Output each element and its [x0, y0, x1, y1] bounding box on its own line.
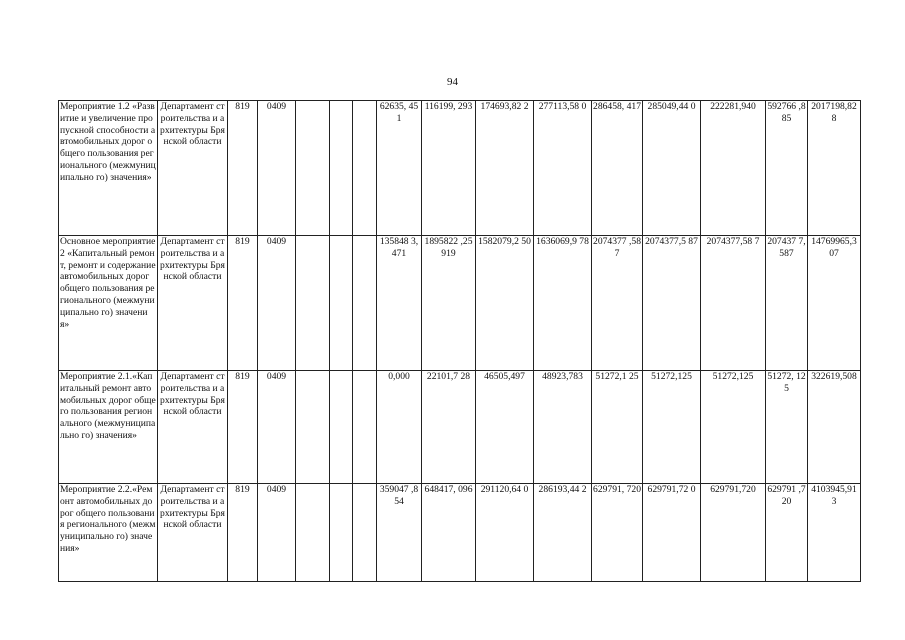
- section-code-cell: 0409: [258, 484, 296, 582]
- measure-name-cell: Мероприятие 1.2 «Развитие и увеличение пропускной способности автомобильных дорог общего пользования регионального (межмуниципально го) значения»: [59, 101, 158, 236]
- empty-cell: [296, 236, 330, 371]
- empty-cell: [330, 484, 353, 582]
- value-cell: 629791,72 0: [643, 484, 701, 582]
- department-cell: Департамент строительства и архитектуры Брянской области: [158, 371, 228, 484]
- empty-cell: [353, 101, 377, 236]
- value-cell: 1582079,2 50: [476, 236, 534, 371]
- value-cell: 592766 ,885: [766, 101, 808, 236]
- grbs-code-cell: 819: [228, 101, 258, 236]
- empty-cell: [296, 371, 330, 484]
- table-row: [59, 371, 861, 484]
- value-cell: 2074377 ,587: [592, 236, 643, 371]
- value-cell: 51272,1 25: [592, 371, 643, 484]
- empty-cell: [330, 101, 353, 236]
- measure-name-cell: Основное мероприятие 2 «Капитальный ремонт, ремонт и содержание автомобильных дорог общего пользования регионального (межмуниципально го) значения»: [59, 236, 158, 371]
- empty-cell: [296, 484, 330, 582]
- empty-cell: [353, 236, 377, 371]
- value-cell: 291120,64 0: [476, 484, 534, 582]
- value-cell: 116199, 293: [422, 101, 476, 236]
- section-code-cell: 0409: [258, 101, 296, 236]
- measure-name-cell: Мероприятие 2.1.«Капитальный ремонт автомобильных дорог общего пользования регионального (межмуниципально го) значения»: [59, 371, 158, 484]
- value-cell: 359047 ,854: [377, 484, 422, 582]
- value-cell: 1636069,9 78: [534, 236, 592, 371]
- department-cell: Департамент строительства и архитектуры Брянской области: [158, 484, 228, 582]
- grbs-code-cell: 819: [228, 236, 258, 371]
- value-cell: 51272,125: [701, 371, 766, 484]
- table-row: [59, 101, 861, 236]
- value-cell: 2017198,82 8: [808, 101, 861, 236]
- value-cell: 286193,44 2: [534, 484, 592, 582]
- grbs-code-cell: 819: [228, 371, 258, 484]
- page-number: 94: [447, 76, 458, 88]
- value-cell: 1895822 ,25919: [422, 236, 476, 371]
- table-row: [59, 484, 861, 582]
- section-code-cell: 0409: [258, 236, 296, 371]
- value-cell: 4103945,91 3: [808, 484, 861, 582]
- value-cell: 2074377,58 7: [701, 236, 766, 371]
- value-cell: 277113,58 0: [534, 101, 592, 236]
- value-cell: 629791 ,720: [766, 484, 808, 582]
- budget-table: [58, 100, 861, 582]
- value-cell: 62635, 451: [377, 101, 422, 236]
- value-cell: 0,000: [377, 371, 422, 484]
- value-cell: 135848 3,471: [377, 236, 422, 371]
- value-cell: 51272,125: [643, 371, 701, 484]
- value-cell: 322619,508: [808, 371, 861, 484]
- value-cell: 174693,82 2: [476, 101, 534, 236]
- table-body: [59, 101, 861, 582]
- measure-name-cell: Мероприятие 2.2.«Ремонт автомобильных дорог общего пользования регионального (межмуниципально го) значения»: [59, 484, 158, 582]
- empty-cell: [353, 484, 377, 582]
- value-cell: 51272, 125: [766, 371, 808, 484]
- department-cell: Департамент строительства и архитектуры Брянской области: [158, 236, 228, 371]
- empty-cell: [296, 101, 330, 236]
- value-cell: 222281,940: [701, 101, 766, 236]
- empty-cell: [353, 371, 377, 484]
- section-code-cell: 0409: [258, 371, 296, 484]
- value-cell: 48923,783: [534, 371, 592, 484]
- department-cell: Департамент строительства и архитектуры Брянской области: [158, 101, 228, 236]
- empty-cell: [330, 236, 353, 371]
- value-cell: 207437 7,587: [766, 236, 808, 371]
- value-cell: 629791,720: [701, 484, 766, 582]
- grbs-code-cell: 819: [228, 484, 258, 582]
- value-cell: 286458, 417: [592, 101, 643, 236]
- empty-cell: [330, 371, 353, 484]
- value-cell: 2074377,5 87: [643, 236, 701, 371]
- value-cell: 22101,7 28: [422, 371, 476, 484]
- value-cell: 14769965,3 07: [808, 236, 861, 371]
- value-cell: 285049,44 0: [643, 101, 701, 236]
- table-row: [59, 236, 861, 371]
- value-cell: 648417, 096: [422, 484, 476, 582]
- value-cell: 629791, 720: [592, 484, 643, 582]
- value-cell: 46505,497: [476, 371, 534, 484]
